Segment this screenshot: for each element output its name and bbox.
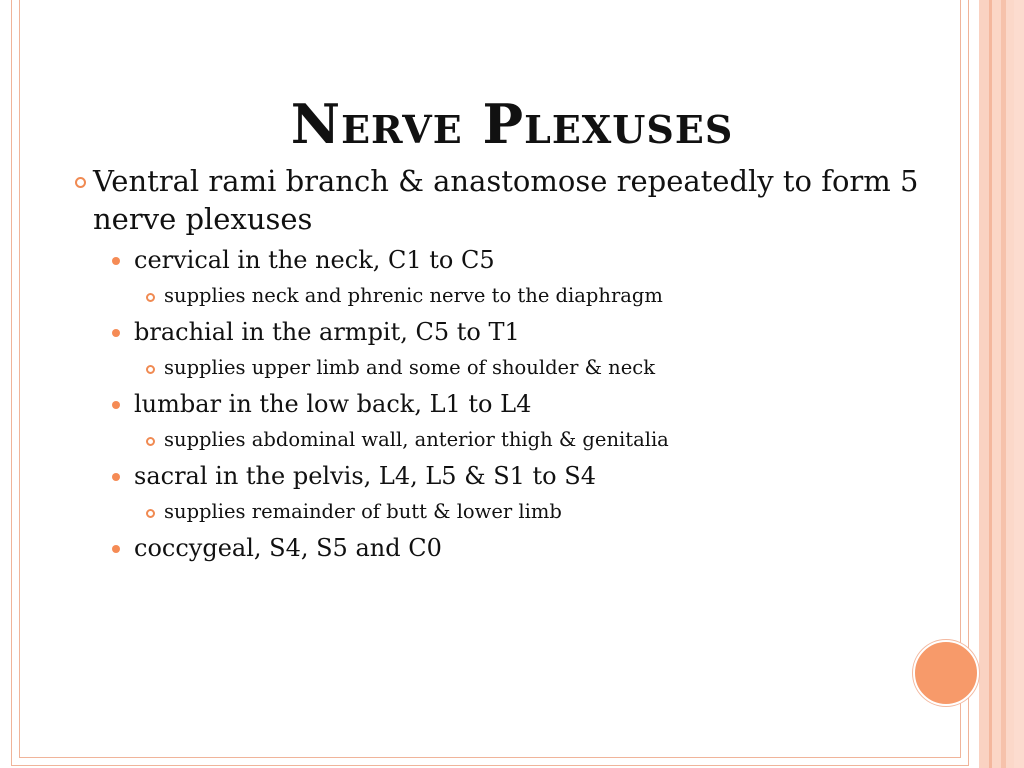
bullet-level2 bbox=[90, 460, 970, 492]
slide-body bbox=[90, 162, 970, 564]
decor-circle-icon bbox=[913, 640, 979, 706]
plexus-detail: supplies neck and phrenic nerve to the diaphragm bbox=[164, 284, 663, 307]
bullet-level3 bbox=[90, 354, 970, 382]
dot-bullet-icon bbox=[112, 401, 120, 409]
dot-bullet-icon bbox=[112, 473, 120, 481]
bullet-level2 bbox=[90, 316, 970, 348]
plexus-detail: supplies upper limb and some of shoulder & neck bbox=[164, 356, 656, 379]
plexus-detail: supplies remainder of butt & lower limb bbox=[164, 500, 562, 523]
bullet-level2 bbox=[90, 388, 970, 420]
plexus-label: lumbar in the low back, L1 to L4 bbox=[134, 390, 532, 418]
bullet-level3 bbox=[90, 498, 970, 526]
bullet-level2 bbox=[90, 532, 970, 564]
small-ring-bullet-icon bbox=[146, 509, 155, 518]
plexus-label: brachial in the armpit, C5 to T1 bbox=[134, 318, 520, 346]
bullet-level1 bbox=[90, 162, 970, 238]
plexus-label: sacral in the pelvis, L4, L5 & S1 to S4 bbox=[134, 462, 596, 490]
bullet-level2 bbox=[90, 244, 970, 276]
main-point-text: Ventral rami branch & anastomose repeatedly to form 5 nerve plexuses bbox=[93, 164, 919, 236]
small-ring-bullet-icon bbox=[146, 365, 155, 374]
small-ring-bullet-icon bbox=[146, 437, 155, 446]
plexus-detail: supplies abdominal wall, anterior thigh & genitalia bbox=[164, 428, 669, 451]
small-ring-bullet-icon bbox=[146, 293, 155, 302]
plexus-label: coccygeal, S4, S5 and C0 bbox=[134, 534, 442, 562]
slide-title: Nerve Plexuses bbox=[290, 92, 734, 156]
dot-bullet-icon bbox=[112, 545, 120, 553]
plexus-label: cervical in the neck, C1 to C5 bbox=[134, 246, 495, 274]
bullet-level3 bbox=[90, 426, 970, 454]
dot-bullet-icon bbox=[112, 257, 120, 265]
bullet-level3 bbox=[90, 282, 970, 310]
dot-bullet-icon bbox=[112, 329, 120, 337]
ring-bullet-icon bbox=[75, 177, 86, 188]
